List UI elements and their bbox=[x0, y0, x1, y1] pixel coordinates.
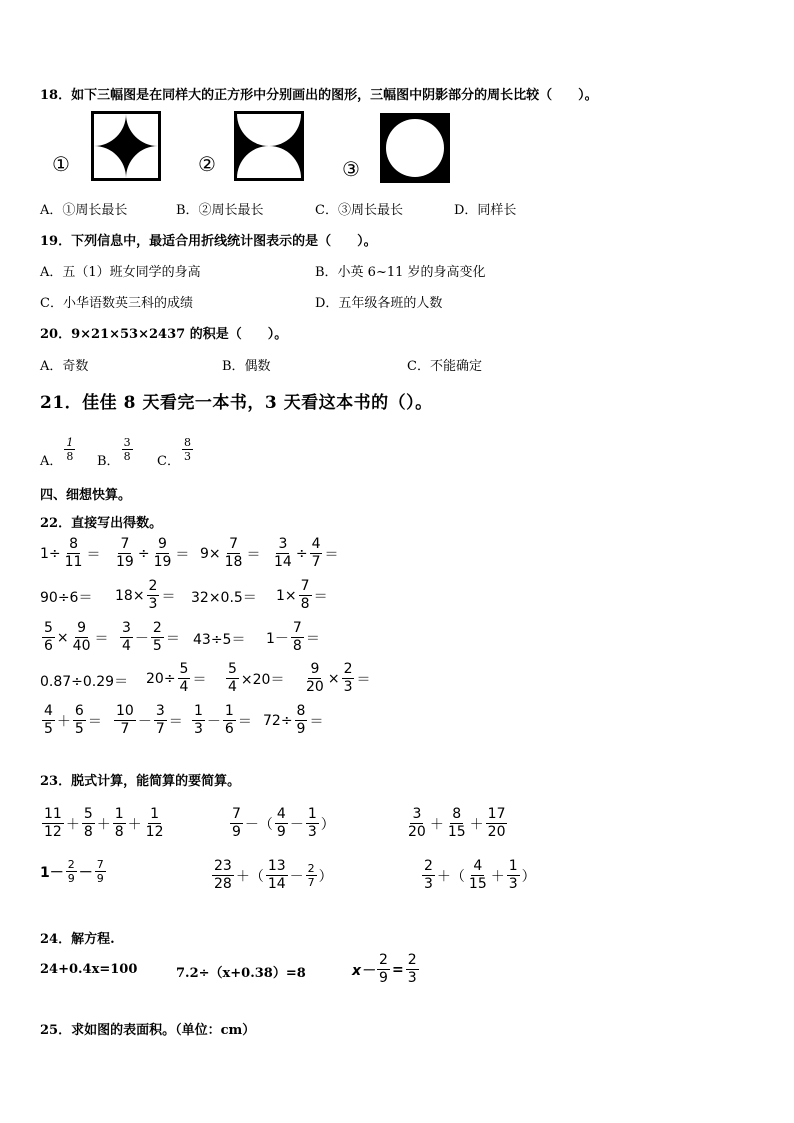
q23-item-b: $\frac{7}{9}$ －（ $\frac{4}{9}$ － $\frac{1}{3}$ ） bbox=[232, 806, 335, 840]
q23-item-d: 1－ $\frac{2}{9}$ － $\frac{7}{9}$ bbox=[40, 858, 104, 885]
q22-item-r3d: 1－ $\frac{7}{8}$ ＝ bbox=[266, 620, 320, 654]
q18-option-c: C．③周长最长 bbox=[315, 203, 403, 218]
q23-item-a: $\frac{11}{12}$ ＋ $\frac{5}{8}$ ＋ $\frac{1}{8}$ ＋ $\frac{1}{12}$ bbox=[44, 806, 164, 840]
q22-item-r3b: $\frac{3}{4}$ － $\frac{2}{5}$ ＝ bbox=[122, 620, 180, 654]
q18-option-b: B．②周长最长 bbox=[176, 203, 264, 218]
q22-item-r5a: $\frac{4}{5}$ ＋ $\frac{6}{5}$ ＝ bbox=[44, 703, 102, 737]
figure-1-square bbox=[91, 111, 161, 181]
q22-item-r1c: 9× $\frac{7}{18}$ ＝ bbox=[200, 536, 261, 570]
q19-option-d: D．五年级各班的人数 bbox=[315, 296, 443, 311]
section-4-heading: 四、细想快算。 bbox=[40, 488, 132, 503]
question-19-text: 19．下列信息中，最适合用折线统计图表示的是（ ）。 bbox=[40, 234, 377, 249]
q19-option-a: A．五（1）班女同学的身高 bbox=[40, 265, 201, 280]
q24-equation-1: 24+0.4x=100 bbox=[40, 962, 138, 977]
q22-item-r2b: 18× $\frac{2}{3}$ ＝ bbox=[115, 578, 176, 612]
figure-2-semicircles bbox=[237, 114, 301, 178]
q21-option-c-fraction: $\frac{8}{3}$ bbox=[183, 436, 191, 463]
q23-item-f: $\frac{2}{3}$ ＋（ $\frac{4}{15}$ ＋ $\frac{1}{3}$ ） bbox=[424, 858, 536, 892]
q21-option-a-fraction: $\frac{1}{8}$ bbox=[66, 436, 74, 463]
q19-option-b: B．小英 6~11 岁的身高变化 bbox=[315, 265, 486, 280]
q22-item-r4b: 20÷ $\frac{5}{4}$ ＝ bbox=[146, 661, 207, 695]
figure-1-four-point-star bbox=[94, 114, 158, 178]
q22-item-r1b: $\frac{7}{19}$ ÷ $\frac{9}{19}$ ＝ bbox=[116, 536, 190, 570]
q22-item-r1a: 1÷ $\frac{8}{11}$ ＝ bbox=[40, 536, 101, 570]
q21-option-c-label: C． bbox=[157, 454, 180, 469]
question-18-text: 18．如下三幅图是在同样大的正方形中分别画出的图形，三幅图中阴影部分的周长比较（ ）。 bbox=[40, 88, 598, 103]
q21-option-a-label: A． bbox=[40, 454, 63, 469]
q22-item-r2c: 32×0.5＝ bbox=[191, 590, 257, 606]
q22-item-r5c: $\frac{1}{3}$ － $\frac{1}{6}$ ＝ bbox=[194, 703, 252, 737]
q21-option-b-label: B． bbox=[97, 454, 120, 469]
question-21-text: 21．佳佳 8 天看完一本书，3 天看这本书的（）。 bbox=[40, 393, 433, 413]
question-20-text: 20．9×21×53×2437 的积是（ ）。 bbox=[40, 327, 288, 342]
q24-equation-3: x－ $\frac{2}{9}$ = $\frac{2}{3}$ bbox=[352, 952, 417, 986]
q19-option-c: C．小华语数英三科的成绩 bbox=[40, 296, 193, 311]
q18-option-a: A．①周长最长 bbox=[40, 203, 128, 218]
question-22-text: 22．直接写出得数。 bbox=[40, 516, 163, 531]
figure-label-2: ② bbox=[198, 152, 216, 176]
q23-item-e: $\frac{23}{28}$ ＋（ $\frac{13}{14}$ － $\frac{2}{7}$ ） bbox=[214, 858, 333, 892]
figure-3-circle bbox=[383, 116, 447, 180]
question-23-text: 23．脱式计算，能简算的要简算。 bbox=[40, 774, 241, 789]
question-25-text: 25．求如图的表面积。（单位：cm） bbox=[40, 1023, 256, 1038]
figure-label-3: ③ bbox=[342, 157, 360, 181]
q22-item-r1d: $\frac{3}{14}$ ÷ $\frac{4}{7}$ ＝ bbox=[274, 536, 339, 570]
q21-option-b bbox=[97, 430, 135, 469]
q22-item-r2a: 90÷6＝ bbox=[40, 590, 93, 606]
question-24-text: 24．解方程. bbox=[40, 932, 115, 947]
q22-item-r5d: 72÷ $\frac{8}{9}$ ＝ bbox=[263, 703, 324, 737]
q22-item-r5b: $\frac{10}{7}$ － $\frac{3}{7}$ ＝ bbox=[116, 703, 183, 737]
figure-2-square bbox=[234, 111, 304, 181]
q22-item-r4c: $\frac{5}{4}$ ×20＝ bbox=[228, 661, 285, 695]
figure-3-square bbox=[380, 113, 450, 183]
q20-option-c: C．不能确定 bbox=[407, 359, 482, 374]
q22-item-r3a: $\frac{5}{6}$ × $\frac{9}{40}$ ＝ bbox=[44, 620, 109, 654]
q22-item-r2d: 1× $\frac{7}{8}$ ＝ bbox=[276, 578, 328, 612]
q24-equation-2: 7.2÷（x+0.38）=8 bbox=[176, 966, 306, 981]
q20-option-a: A．奇数 bbox=[40, 359, 89, 374]
q22-item-r3c: 43÷5＝ bbox=[193, 632, 246, 648]
q21-option-b-fraction: $\frac{3}{8}$ bbox=[123, 436, 131, 463]
q21-option-c bbox=[157, 430, 195, 469]
q18-option-d: D．同样长 bbox=[454, 203, 517, 218]
q23-item-c: $\frac{3}{20}$ ＋ $\frac{8}{15}$ ＋ $\frac{17}{20}$ bbox=[408, 806, 506, 840]
figure-label-1: ① bbox=[52, 152, 70, 176]
q21-option-a bbox=[40, 430, 77, 469]
q22-item-r4d: $\frac{9}{20}$ × $\frac{2}{3}$ ＝ bbox=[306, 661, 371, 695]
q20-option-b: B．偶数 bbox=[222, 359, 271, 374]
q22-item-r4a: 0.87÷0.29＝ bbox=[40, 674, 129, 690]
